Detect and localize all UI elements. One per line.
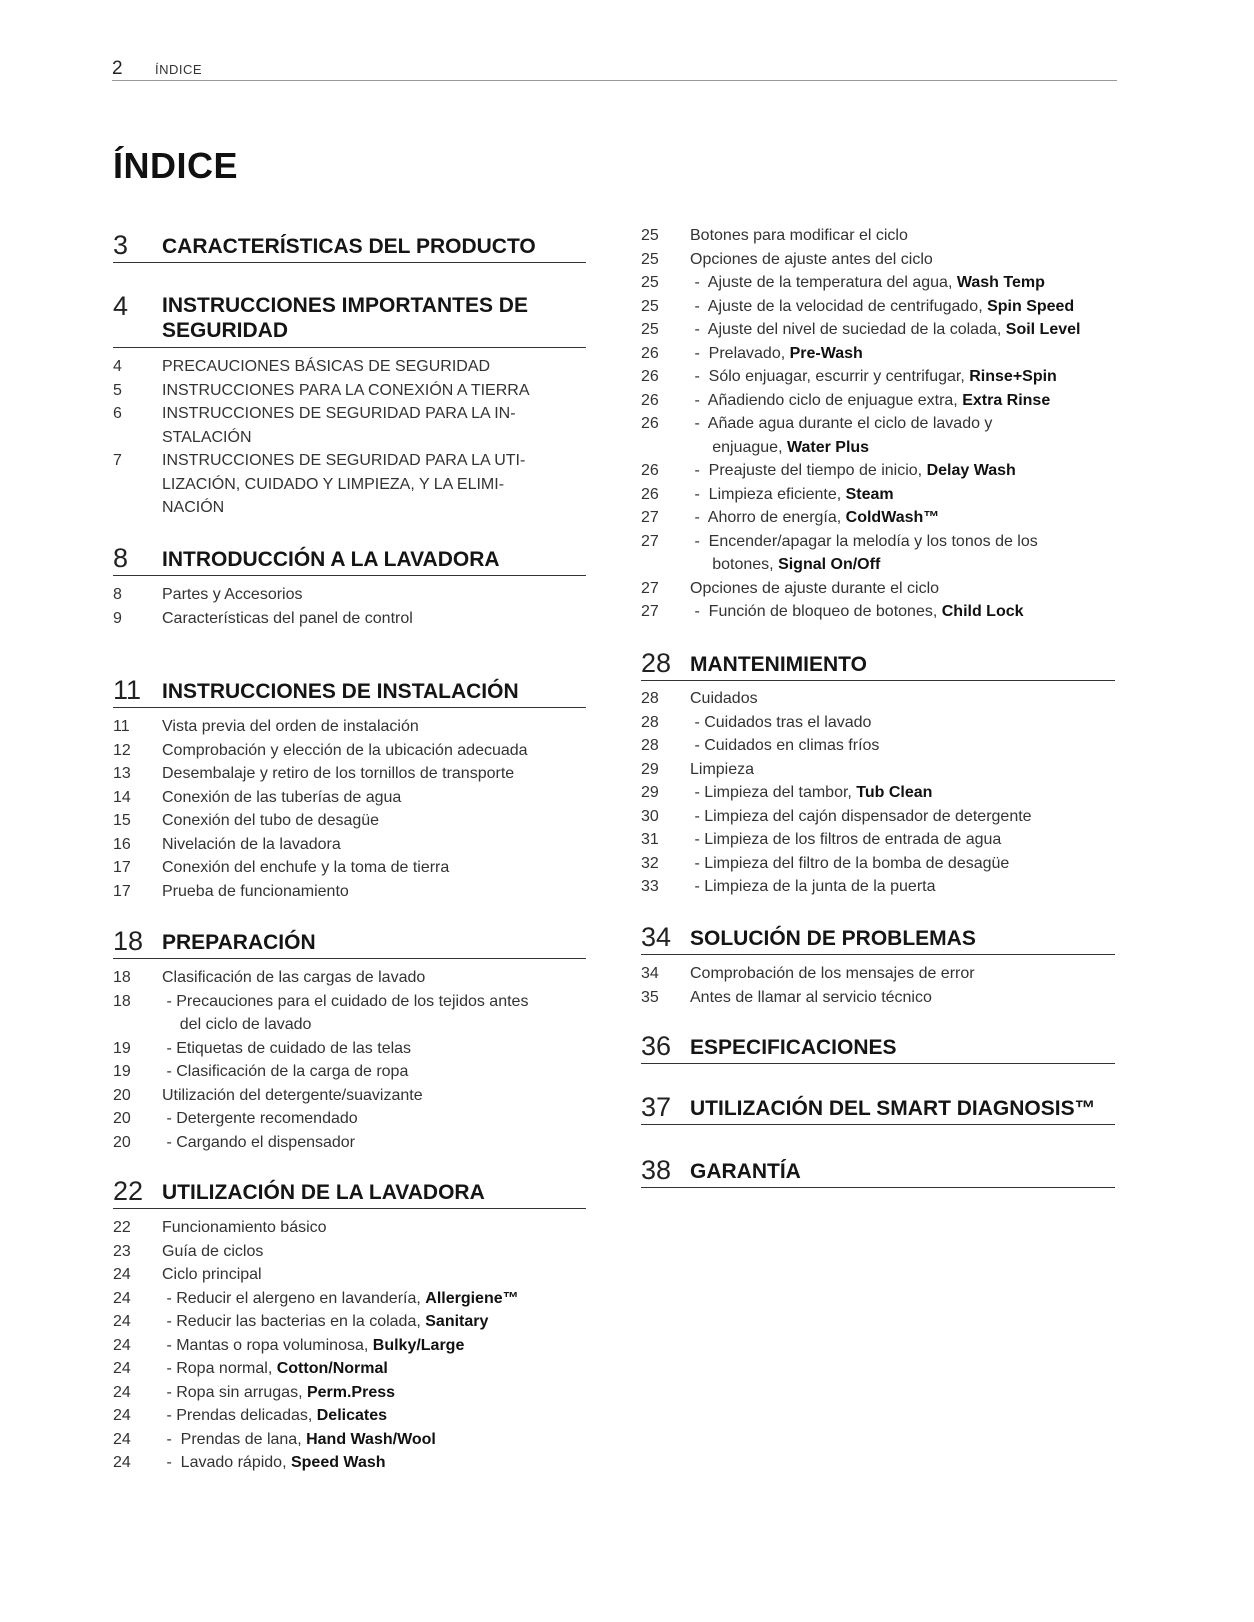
entry-keyword: Hand Wash/Wool — [306, 1430, 436, 1448]
entry-title — [162, 583, 303, 607]
entry-page-number: 24 — [113, 1454, 131, 1471]
section-title: PREPARACIÓN — [162, 931, 316, 954]
entry-text: Características del panel de control — [162, 609, 413, 627]
entry-title — [162, 739, 528, 763]
entry-page-number: 24 — [113, 1266, 131, 1283]
entry-title — [162, 607, 413, 631]
entry-title — [690, 342, 863, 366]
entry-title — [690, 483, 894, 507]
section-title: INTRODUCCIÓN A LA LAVADORA — [162, 548, 500, 571]
entry-text: - Sólo enjuagar, escurrir y centrifugar, — [690, 368, 970, 385]
section-heading-s37[interactable] — [641, 1088, 1115, 1125]
entry-text: botones, — [690, 556, 779, 573]
entry-page-number: 28 — [641, 690, 659, 707]
entry-title — [162, 1428, 436, 1452]
section-heading-s28[interactable] — [641, 644, 1115, 681]
entry-page-number: 29 — [641, 760, 659, 778]
entry-page-number: 24 — [113, 1289, 131, 1307]
entry-title — [162, 715, 419, 739]
entry-title — [162, 1107, 358, 1131]
entry-title — [162, 1404, 387, 1428]
entry-page-number: 8 — [113, 586, 122, 603]
entry-page-number: 14 — [113, 788, 131, 806]
entry-text: - Añadiendo ciclo de enjuague extra, — [690, 391, 963, 409]
entry-title — [162, 1287, 519, 1311]
entry-title — [162, 966, 425, 990]
section-title: INSTRUCCIONES IMPORTANTES DE — [162, 294, 528, 317]
entry-title — [162, 1357, 388, 1381]
entry-title — [690, 318, 1080, 342]
entry-title — [690, 600, 1024, 624]
entry-text: INSTRUCCIONES DE SEGURIDAD PARA LA UTI- — [162, 452, 526, 469]
section-heading-s4[interactable] — [113, 285, 586, 348]
entry-text: del ciclo de lavado — [162, 1016, 312, 1033]
section-number: 34 — [641, 922, 672, 952]
entry-page-number: 25 — [641, 250, 659, 268]
section-number: 22 — [113, 1176, 144, 1206]
section-heading-s8[interactable] — [113, 539, 586, 576]
entry-page-number: 24 — [113, 1336, 131, 1354]
entry-keyword: Delicates — [316, 1407, 388, 1424]
entry-text: Comprobación y elección de la ubicación adecuada — [162, 741, 528, 759]
entry-page-number: 27 — [641, 509, 659, 526]
entry-text: - Añade agua durante el ciclo de lavado y — [690, 415, 993, 432]
entry-page-number: 27 — [641, 603, 659, 620]
entry-text: Opciones de ajuste antes del ciclo — [690, 250, 933, 268]
entry-title — [690, 412, 992, 436]
entry-title — [162, 1381, 395, 1405]
entry-text: - Clasificación de la carga de ropa — [162, 1063, 409, 1080]
entry-title — [690, 828, 1001, 852]
entry-title — [690, 506, 939, 530]
entry-text: - Reducir el alergeno en lavandería, — [162, 1289, 426, 1307]
entry-page-number: 33 — [641, 878, 659, 895]
entry-title — [690, 986, 932, 1010]
entry-keyword: Water Plus — [786, 438, 870, 456]
entry-title — [690, 553, 880, 577]
entry-text: - Cuidados en climas fríos — [690, 737, 880, 754]
entry-text: INSTRUCCIONES DE SEGURIDAD PARA LA IN- — [162, 405, 516, 422]
entry-keyword: Perm.Press — [306, 1383, 396, 1401]
entry-keyword: Speed Wash — [290, 1454, 386, 1471]
entry-keyword: ColdWash™ — [845, 509, 940, 526]
entry-page-number: 31 — [641, 831, 659, 848]
entry-text: enjuague, — [690, 438, 787, 456]
section-title: CARACTERÍSTICAS DEL PRODUCTO — [162, 235, 536, 258]
entry-text: - Limpieza eficiente, — [690, 485, 846, 503]
entry-title — [690, 781, 932, 805]
entry-text: Conexión del enchufe y la toma de tierra — [162, 859, 450, 876]
entry-title — [690, 459, 1016, 483]
entry-title — [162, 856, 449, 880]
entry-text: Botones para modificar el ciclo — [690, 227, 908, 244]
entry-title — [690, 248, 933, 272]
entry-title — [690, 365, 1057, 389]
section-heading-s18[interactable] — [113, 922, 586, 959]
entry-page-number: 17 — [113, 859, 131, 876]
entry-text: LIZACIÓN, CUIDADO Y LIMPIEZA, Y LA ELIMI- — [162, 475, 505, 493]
entry-text: Conexión del tubo de desagüe — [162, 812, 380, 829]
section-title: UTILIZACIÓN DEL SMART DIAGNOSIS™ — [690, 1097, 1096, 1120]
running-section-title: ÍNDICE — [155, 62, 203, 77]
entry-page-number: 27 — [641, 579, 659, 597]
entry-page-number: 19 — [113, 1039, 131, 1057]
entry-text: - Ahorro de energía, — [690, 509, 846, 526]
section-title: MANTENIMIENTO — [690, 653, 867, 676]
entry-title — [690, 436, 869, 460]
entry-title — [162, 1060, 408, 1084]
entry-text: - Prendas de lana, — [162, 1430, 307, 1448]
entry-page-number: 5 — [113, 381, 122, 399]
entry-title — [162, 809, 379, 833]
entry-title — [162, 1037, 411, 1061]
entry-text: - Prelavado, — [690, 344, 790, 362]
entry-text: Limpieza — [690, 760, 755, 778]
entry-title — [162, 1334, 464, 1358]
entry-text: Partes y Accesorios — [162, 586, 303, 603]
entry-page-number: 17 — [113, 882, 131, 900]
entry-page-number: 7 — [113, 452, 122, 469]
entry-text: PRECAUCIONES BÁSICAS DE SEGURIDAD — [162, 358, 491, 375]
entry-page-number: 24 — [113, 1407, 131, 1424]
entry-title — [690, 577, 939, 601]
entry-title — [162, 379, 530, 403]
entry-page-number: 18 — [113, 992, 131, 1010]
entry-title — [162, 762, 514, 786]
entry-text: - Prendas delicadas, — [162, 1407, 317, 1424]
entry-keyword: Tub Clean — [856, 784, 933, 801]
entry-text: - Cuidados tras el lavado — [690, 713, 872, 731]
entry-page-number: 28 — [641, 737, 659, 754]
section-number: 38 — [641, 1155, 672, 1185]
entry-text: Nivelación de la lavadora — [162, 835, 341, 853]
entry-page-number: 9 — [113, 609, 122, 627]
section-heading-s11[interactable] — [113, 671, 586, 708]
entry-title — [162, 355, 490, 379]
entry-page-number: 26 — [641, 485, 659, 503]
entry-text: - Ajuste de la velocidad de centrifugado, — [690, 297, 988, 315]
entry-keyword: Child Lock — [941, 603, 1024, 620]
entry-page-number: 25 — [641, 227, 659, 244]
entry-title — [690, 530, 1038, 554]
entry-page-number: 16 — [113, 835, 131, 853]
entry-text: - Precauciones para el cuidado de los tejidos antes — [162, 992, 529, 1010]
entry-text: Guía de ciclos — [162, 1242, 264, 1260]
entry-keyword: Signal On/Off — [778, 556, 881, 573]
entry-page-number: 29 — [641, 784, 659, 801]
entry-text: - Ajuste de la temperatura del agua, — [690, 274, 957, 291]
section-title: SOLUCIÓN DE PROBLEMAS — [690, 927, 976, 950]
entry-title — [690, 271, 1045, 295]
entry-text: - Ropa sin arrugas, — [162, 1383, 307, 1401]
entry-text: Cuidados — [690, 690, 758, 707]
entry-keyword: Allergiene™ — [425, 1289, 519, 1307]
entry-text: Desembalaje y retiro de los tornillos de transporte — [162, 765, 515, 782]
entry-text: - Limpieza del tambor, — [690, 784, 857, 801]
entry-title — [690, 962, 975, 986]
entry-page-number: 25 — [641, 321, 659, 338]
entry-text: STALACIÓN — [162, 428, 252, 446]
entry-text: Utilización del detergente/suavizante — [162, 1086, 423, 1104]
entry-text: - Encender/apagar la melodía y los tonos de los — [690, 532, 1038, 550]
entry-page-number: 25 — [641, 297, 659, 315]
entry-keyword: Sanitary — [425, 1313, 489, 1330]
entry-page-number: 24 — [113, 1313, 131, 1330]
entry-keyword: Spin Speed — [987, 297, 1075, 315]
section-number: 3 — [113, 230, 129, 260]
entry-title — [690, 805, 1032, 829]
entry-text: Vista previa del orden de instalación — [162, 718, 419, 735]
entry-text: INSTRUCCIONES PARA LA CONEXIÓN A TIERRA — [162, 381, 530, 399]
entry-page-number: 11 — [113, 718, 130, 735]
section-number: 37 — [641, 1092, 672, 1122]
entry-text: - Limpieza del cajón dispensador de detergente — [690, 807, 1032, 825]
entry-title — [162, 990, 528, 1014]
entry-title — [162, 880, 349, 904]
entry-page-number: 13 — [113, 765, 131, 782]
entry-page-number: 26 — [641, 368, 659, 385]
entry-title — [162, 1131, 355, 1155]
entry-title — [690, 389, 1050, 413]
entry-text: - Limpieza de la junta de la puerta — [690, 878, 936, 895]
entry-title — [162, 1216, 327, 1240]
entry-text: Opciones de ajuste durante el ciclo — [690, 579, 940, 597]
entry-keyword: Extra Rinse — [962, 391, 1051, 409]
entry-page-number: 20 — [113, 1110, 131, 1127]
entry-title — [162, 1451, 386, 1475]
entry-text: - Preajuste del tiempo de inicio, — [690, 462, 927, 479]
entry-text: Antes de llamar al servicio técnico — [690, 988, 932, 1006]
entry-page-number: 12 — [113, 741, 131, 759]
entry-keyword: Rinse+Spin — [969, 368, 1057, 385]
entry-text: Clasificación de las cargas de lavado — [162, 969, 426, 986]
entry-page-number: 26 — [641, 344, 659, 362]
entry-page-number: 15 — [113, 812, 131, 829]
entry-keyword: Bulky/Large — [372, 1336, 465, 1354]
entry-page-number: 26 — [641, 462, 659, 479]
entry-keyword: Soil Level — [1005, 321, 1081, 338]
entry-title — [690, 687, 758, 711]
section-number: 11 — [113, 675, 142, 705]
section-heading-s3[interactable] — [113, 226, 586, 263]
page-number: 2 — [112, 58, 123, 79]
entry-title — [162, 1310, 488, 1334]
entry-title — [690, 852, 1009, 876]
section-title: ESPECIFICACIONES — [690, 1036, 897, 1059]
entry-page-number: 6 — [113, 405, 122, 422]
running-header — [112, 58, 1117, 81]
entry-text: - Cargando el dispensador — [162, 1133, 356, 1151]
entry-text: Funcionamiento básico — [162, 1219, 327, 1236]
section-heading-s36[interactable] — [641, 1027, 1115, 1064]
entry-page-number: 26 — [641, 415, 659, 432]
entry-page-number: 26 — [641, 391, 659, 409]
section-title: INSTRUCCIONES DE INSTALACIÓN — [162, 680, 519, 703]
entry-page-number: 32 — [641, 854, 659, 872]
entry-text: - Etiquetas de cuidado de las telas — [162, 1039, 412, 1057]
entry-title — [162, 1240, 263, 1264]
entry-title — [162, 833, 341, 857]
entry-title — [690, 758, 754, 782]
entry-page-number: 24 — [113, 1430, 131, 1448]
entry-page-number: 30 — [641, 807, 659, 825]
entry-title — [162, 1263, 262, 1287]
entry-text: - Detergente recomendado — [162, 1110, 358, 1127]
section-heading-s38[interactable] — [641, 1151, 1115, 1188]
page-title: ÍNDICE — [113, 145, 239, 186]
entry-title — [162, 473, 504, 497]
section-number: 8 — [113, 543, 129, 573]
entry-text: - Mantas o ropa voluminosa, — [162, 1336, 373, 1354]
entry-title — [162, 402, 516, 426]
entry-title — [690, 875, 935, 899]
entry-page-number: 19 — [113, 1063, 131, 1080]
entry-keyword: Pre-Wash — [789, 344, 863, 362]
entry-keyword: Wash Temp — [956, 274, 1045, 291]
section-number: 28 — [641, 648, 672, 678]
entry-text: - Función de bloqueo de botones, — [690, 603, 942, 620]
entry-text: - Ajuste del nivel de suciedad de la colada, — [690, 321, 1006, 338]
entry-page-number: 24 — [113, 1360, 131, 1377]
entry-text: Comprobación de los mensajes de error — [690, 965, 975, 982]
section-heading-s34[interactable] — [641, 918, 1115, 955]
entry-title — [690, 711, 871, 735]
entry-page-number: 25 — [641, 274, 659, 291]
entry-page-number: 23 — [113, 1242, 131, 1260]
section-number: 4 — [113, 291, 129, 321]
entry-text: - Lavado rápido, — [162, 1454, 291, 1471]
entry-text: Prueba de funcionamiento — [162, 882, 349, 900]
entry-title — [162, 1013, 311, 1037]
entry-page-number: 18 — [113, 969, 131, 986]
entry-page-number: 20 — [113, 1086, 131, 1104]
entry-text: Ciclo principal — [162, 1266, 262, 1283]
entry-text: - Limpieza del filtro de la bomba de desagüe — [690, 854, 1010, 872]
entry-text: - Ropa normal, — [162, 1360, 277, 1377]
entry-title — [162, 426, 252, 450]
section-title: UTILIZACIÓN DE LA LAVADORA — [162, 1181, 485, 1204]
entry-title — [690, 224, 908, 248]
entry-page-number: 28 — [641, 713, 659, 731]
entry-text: - Reducir las bacterias en la colada, — [162, 1313, 426, 1330]
entry-page-number: 35 — [641, 988, 659, 1006]
entry-page-number: 24 — [113, 1383, 131, 1401]
entry-keyword: Steam — [845, 485, 894, 503]
entry-title — [162, 786, 401, 810]
entry-page-number: 22 — [113, 1219, 131, 1236]
entry-page-number: 4 — [113, 358, 122, 375]
entry-title — [690, 734, 879, 758]
entry-keyword: Cotton/Normal — [276, 1360, 388, 1377]
section-title: SEGURIDAD — [162, 319, 289, 342]
section-number: 36 — [641, 1031, 672, 1061]
entry-page-number: 20 — [113, 1133, 131, 1151]
entry-page-number: 27 — [641, 532, 659, 550]
entry-text: Conexión de las tuberías de agua — [162, 788, 402, 806]
section-number: 18 — [113, 926, 144, 956]
entry-title — [690, 295, 1074, 319]
entry-text: - Limpieza de los filtros de entrada de agua — [690, 831, 1002, 848]
entry-text: NACIÓN — [162, 499, 225, 516]
entry-title — [162, 449, 525, 473]
section-title: GARANTÍA — [690, 1160, 801, 1183]
entry-page-number: 34 — [641, 965, 659, 982]
entry-keyword: Delay Wash — [926, 462, 1016, 479]
entry-title — [162, 1084, 423, 1108]
section-heading-s22[interactable] — [113, 1172, 586, 1209]
entry-title — [162, 496, 224, 520]
